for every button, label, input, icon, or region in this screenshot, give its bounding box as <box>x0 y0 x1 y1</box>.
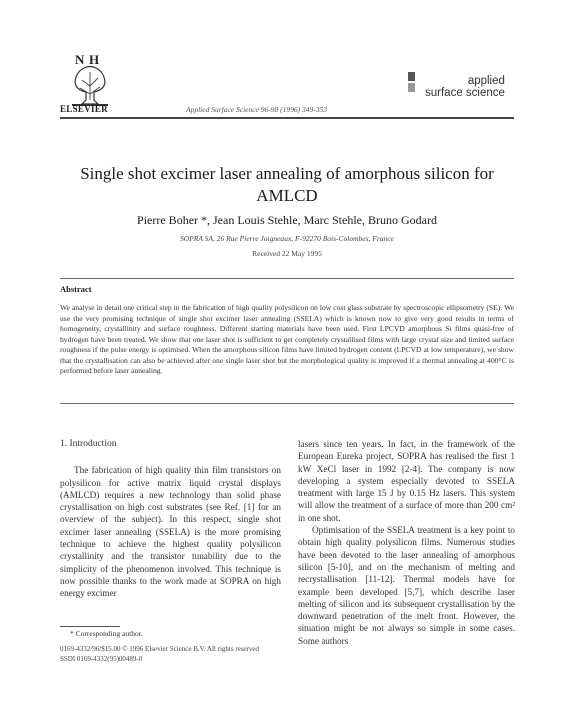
elsevier-tree-logo <box>62 50 122 112</box>
body-right-column <box>298 438 515 647</box>
journal-logo-line2: surface science <box>425 87 505 99</box>
footnote-corresponding-author: * Corresponding author. <box>70 629 143 638</box>
body-paragraph: Optimisation of the SSELA treatment is a key point to obtain high quality polysilicon films. Numerous studies have been devoted to the laser annealing of amorphous silicon [5-10], and on the mechanism of melting and recrystallisation [11-12]. Thermal models have for example been developed [5,7], which describe laser melting of silicon and its subsequent crystallisation by the downward penetration of the melt front. However, the situation might be not always so simple in some cases. Some authors <box>298 525 515 646</box>
copyright-line: 0169-4332/96/$15.00 © 1996 Elsevier Science B.V. All rights reserved <box>60 645 260 653</box>
svg-text:N: N <box>75 52 85 67</box>
journal-logo-mark-icon <box>407 71 417 93</box>
author-affiliation: SOPRA SA, 26 Rue Pierre Joigneaux, F-92270 Bois-Colombes, France <box>180 234 394 243</box>
section-heading: 1. Introduction <box>60 439 117 449</box>
article-authors: Pierre Boher *, Jean Louis Stehle, Marc Stehle, Bruno Godard <box>137 213 437 227</box>
header-rule <box>60 117 514 119</box>
abstract-bottom-rule <box>60 403 514 404</box>
abstract-top-rule <box>60 278 514 279</box>
abstract-text: We analyse in detail one critical step in the fabrication of high quality polysilicon on low cost glass substrate by spectroscopic ellipsometry (SE). We use the very promising technique of single shot excimer laser annealing (SSELA) which is known now to give very good results in terms of homogeneity, crystallinity and surface roughness. Different starting materials have been used. First LPCVD amorphous Si films quasi-free of hydrogen have been treated. We show that one laser shot is sufficient to get completely crystallised films with large crystal size and limited surface roughness if the pulse energy is optimised. When the amorphous silicon films have limited hydrogen content (LPCVD at low temperature), we show that the crystallisation can also be achieved after one single laser shot but the morphological quality is improved if a thermal annealing at 400°C is performed before laser annealing. <box>60 303 514 375</box>
footnote-rule <box>60 626 120 627</box>
body-left-column <box>60 438 281 600</box>
abstract-heading: Abstract <box>60 284 92 294</box>
publisher-name: ELSEVIER <box>60 104 108 114</box>
body-paragraph: lasers since ten years. In fact, in the framework of the European Eureka project, SOPRA has realised the first 1 kW XeCl laser in 1992 [2-4]. The company is now developing a system especially devoted to SSELA treatment with large 15 J by 0.15 Hz lasers. This system will allow the treatment of a surface of more than 200 cm² in one shot. <box>298 439 515 523</box>
copyright-notice <box>60 644 300 664</box>
journal-reference: Applied Surface Science 96-98 (1996) 349-353 <box>186 105 328 114</box>
ssdi-line: SSDI 0169-4332(95)00489-0 <box>60 655 143 663</box>
received-date: Received 22 May 1995 <box>252 249 322 258</box>
body-paragraph: The fabrication of high quality thin film transistors on polysilicon for active matrix liquid crystal displays (AMLCD) requires a new technology than solid phase crystallisation on high cost substrates (see Ref. [1] for an overview of the subject). In this respect, single shot excimer laser annealing (SSELA) is the more promising technique to achieve the highest quality polysilicon crystallinity and the transistor tunability due to the simplicity of the phenomenon involved. This technique is now possible thanks to the work made at SOPRA on high energy excimer <box>60 465 281 599</box>
svg-text:H: H <box>89 52 100 67</box>
journal-logo <box>425 75 505 99</box>
article-title: Single shot excimer laser annealing of amorphous silicon for AMLCD <box>80 164 494 205</box>
journal-logo-line1: applied <box>467 75 505 87</box>
